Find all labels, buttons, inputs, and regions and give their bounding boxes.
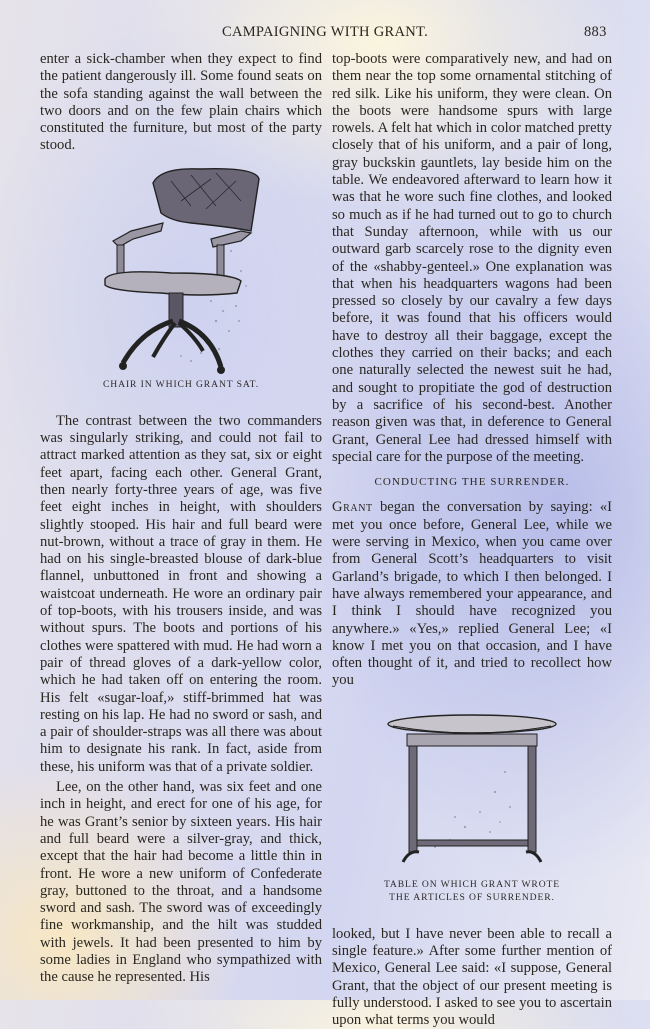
figure-caption-line1: TABLE ON WHICH GRANT WROTE — [383, 878, 561, 890]
paragraph: looked, but I have never been able to recall a single feature.» After some further mention of Mexico, General Lee said: «I suppose, General Grant, that the object of our present meeting is fully understood. I asked to see you to ascertain upon what terms you would — [332, 925, 612, 1029]
left-column — [40, 51, 322, 987]
chair-illustration-icon — [40, 161, 322, 376]
table-illustration-icon — [332, 712, 612, 872]
right-column — [332, 51, 612, 1029]
paragraph: Lee, on the other hand, was six feet and one inch in height, and erect for one of his age, for he was Grant’s senior by sixteen years. His hair and full beard were a silver-gray, and thick, except that the hair had become a little thin in front. He wore a new uniform of Confederate gray, buttoned to the throat, and a handsome sword and sash. The sword was of exceedingly fine workmanship, and the hilt was studded with jewels. It had been presented to him by some ladies in England who sympathized with the cause he represented. His — [40, 779, 322, 986]
paragraph: top-boots were comparatively new, and had on them near the top some ornamental stitching of red silk. Like his uniform, they were clean. On the boots were handsome spurs with large rowels. A felt hat which in color matched pretty closely that of his uniform, and a pair of long, gray buckskin gauntlets, lay beside him on the table. We endeavored afterward to learn how it was that he wore such fine clothes, and looked so much as if he had turned out to go to church that Sunday afternoon, while with us our outward garb scarcely rose to the dignity even of the «shabby-genteel.» One explanation was that when his headquarters wagons had been pressed so closely by our cavalry a few days before, it was found that his officers would have to destroy all their baggage, except the clothes they carried on their backs; and each one naturally selected the newest suit he had, and sought to propitiate the god of destruction by a sacrifice of his second-best. Another reason given was that, in deference to General Grant, General Lee had dressed himself with special care for the purpose of the meeting. — [332, 51, 612, 465]
figure-table — [332, 712, 612, 904]
paragraph — [332, 499, 612, 689]
figure-caption: CHAIR IN WHICH GRANT SAT. — [102, 378, 259, 390]
lead-word: Grant — [332, 499, 373, 516]
paragraph-text: began the conversation by saying: «I met you once before, General Lee, while we were serving in Mexico, when you came over from General Scott’s headquarters to visit Garland’s brigade, to which I then belonged. I have always remembered your appearance, and I think I should have recognized you anywhere.» «Yes,» replied General Lee; «I know I met you on that occasion, and I have often thought of it, and tried to recollect how you — [332, 499, 612, 689]
page-number: 883 — [584, 24, 607, 40]
paragraph: The contrast between the two commanders was singularly striking, and could not fail to attract marked attention as they sat, six or eight feet apart, facing each other. General Grant, then nearly forty-three years of age, was five feet eight inches in height, with shoulders slightly stooped. His hair and full beard were nut-brown, without a trace of gray in them. He had on his single-breasted blouse of dark-blue flannel, unbuttoned in front and showing a waistcoat underneath. He wore an ordinary pair of top-boots, with his trousers inside, and was without spurs. The boots and portions of his clothes were spattered with mud. He had worn a pair of thread gloves of a dark-yellow color, which he had taken off on entering the room. His felt «sugar-loaf,» stiff-brimmed hat was resting on his lap. He had no sword or sash, and a pair of shoulder-straps was all there was about him to designate his rank. In fact, aside from these, his uniform was that of a private soldier. — [40, 412, 322, 775]
section-heading: CONDUCTING THE SURRENDER. — [374, 476, 570, 489]
paragraph: enter a sick-chamber when they expect to find the patient dangerously ill. Some found seats on the sofa standing against the wall between the two doors and on the few plain chairs which constituted the furniture, but most of the party stood. — [40, 51, 322, 154]
running-title: CAMPAIGNING WITH GRANT. — [222, 24, 429, 40]
figure-chair — [40, 161, 322, 391]
figure-caption-line2: THE ARTICLES OF SURRENDER. — [389, 891, 555, 903]
running-header — [0, 24, 650, 44]
